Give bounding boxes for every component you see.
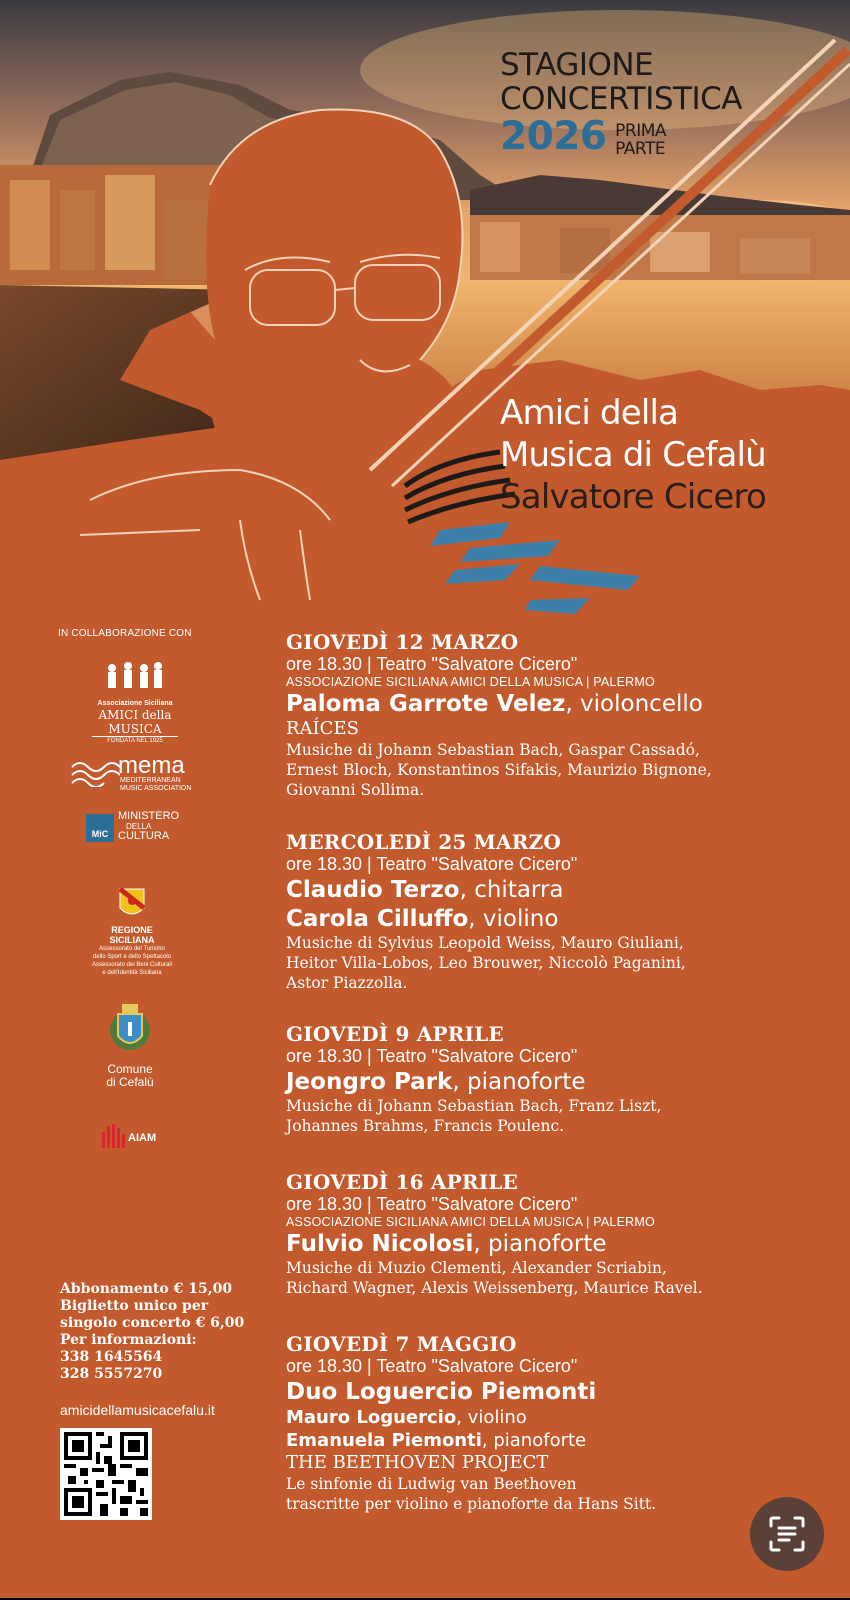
event-artist: Fulvio Nicolosi	[286, 1231, 474, 1257]
event-ensemble: Duo Loguercio Piemonti	[286, 1379, 597, 1405]
org-line-2: Musica di Cefalù	[500, 435, 766, 475]
event-date: GIOVEDÌ 12 MARZO	[286, 630, 519, 654]
mic-badge: MiC	[86, 814, 114, 842]
scan-text-icon	[767, 1514, 807, 1554]
aiam-logo	[100, 1120, 170, 1156]
organization-name	[500, 392, 766, 518]
event-artist-line-2	[286, 904, 806, 933]
event-artist-line-1	[286, 1406, 806, 1429]
event-instrument: , pianoforte	[473, 1231, 607, 1257]
comune-crest-icon	[108, 1000, 152, 1058]
season-year: 2026	[500, 114, 607, 159]
event-program-1: Musiche di Johann Sebastian Bach, Franz Liszt,	[286, 1097, 662, 1115]
event-artist-1: Mauro Loguercio	[286, 1407, 457, 1428]
event-item	[286, 1022, 806, 1136]
event-program-2: Ernest Bloch, Konstantinos Sifakis, Maurizio Bignone,	[286, 761, 712, 779]
event-program-2: Richard Wagner, Alexis Weissenberg, Maurice Ravel.	[286, 1279, 703, 1297]
event-venue: ore 18.30 | Teatro "Salvatore Cicero"	[286, 1046, 578, 1066]
event-program-1: Le sinfonie di Ludwig van Beethoven	[286, 1475, 577, 1493]
event-association: ASSOCIAZIONE SICILIANA AMICI DELLA MUSICA | PALERMO	[286, 675, 655, 689]
season-title	[500, 48, 742, 158]
event-date: MERCOLEDÌ 25 MARZO	[286, 830, 562, 854]
regione-siciliana-logo	[72, 888, 192, 977]
event-artist: Paloma Garrote Velez	[286, 691, 566, 717]
event-program-1: Musiche di Sylvius Leopold Weiss, Mauro Giuliani,	[286, 934, 684, 952]
ticket-line-2: Biglietto unico per	[60, 1298, 209, 1314]
event-artist-line	[286, 689, 806, 718]
event-artist-2: Carola Cilluffo	[286, 906, 469, 932]
musicians-icon	[100, 660, 170, 694]
mema-name: mema	[118, 752, 185, 779]
mic-line-1: MINISTERO	[118, 810, 180, 822]
event-instrument-2: , violino	[468, 906, 559, 932]
regione-line-6: e dell'Identità Siciliana	[102, 970, 162, 976]
ticket-info	[60, 1281, 260, 1383]
website-link[interactable]: amicidellamusicacefalu.it	[60, 1402, 215, 1418]
event-artist-line-1	[286, 875, 806, 904]
comune-line-1: Comune	[107, 1062, 153, 1076]
regione-line-2: SICILIANA	[109, 935, 155, 945]
event-item	[286, 1170, 806, 1298]
mic-line-3: CULTURA	[118, 830, 170, 842]
event-date: GIOVEDÌ 9 APRILE	[286, 1022, 504, 1046]
mema-logo	[70, 752, 200, 795]
event-artist-line	[286, 1229, 806, 1258]
event-artist-1: Claudio Terzo	[286, 877, 460, 903]
mema-sub-2: MUSIC ASSOCIATION	[120, 785, 192, 792]
event-instrument-1: , chitarra	[459, 877, 564, 903]
event-program-2: Johannes Brahms, Francis Poulenc.	[286, 1117, 565, 1135]
mema-sub-1: MEDITERRANEAN	[120, 777, 181, 784]
phone-2[interactable]: 328 5557270	[60, 1366, 163, 1382]
aiam-bars-icon	[100, 1122, 128, 1150]
assoc-line-3: FONDATA NEL 1925	[92, 736, 178, 745]
ticket-line-1: Abbonamento € 15,00	[60, 1281, 233, 1297]
wave-icon	[70, 757, 120, 787]
regione-line-1: REGIONE	[111, 925, 153, 935]
qr-code-icon	[64, 1432, 148, 1516]
org-line-1: Amici della	[500, 393, 679, 433]
scan-text-button[interactable]	[750, 1497, 824, 1571]
event-association: ASSOCIAZIONE SICILIANA AMICI DELLA MUSICA | PALERMO	[286, 1215, 655, 1229]
amici-musica-logo	[70, 660, 200, 745]
event-instrument-1: , violino	[456, 1407, 527, 1428]
qr-code[interactable]	[60, 1428, 152, 1520]
event-program-1: Musiche di Johann Sebastian Bach, Gaspar Cassadó,	[286, 741, 700, 759]
event-program-1: Musiche di Muzio Clementi, Alexander Scriabin,	[286, 1259, 667, 1277]
ticket-line-3: singolo concerto € 6,00	[60, 1315, 245, 1331]
season-part-line-1: PRIMA	[615, 121, 667, 141]
event-date: GIOVEDÌ 16 APRILE	[286, 1170, 518, 1194]
event-artist: Jeongro Park	[286, 1069, 453, 1095]
event-program-3: Astor Piazzolla.	[286, 974, 408, 992]
event-subtitle: THE BEETHOVEN PROJECT	[286, 1452, 549, 1473]
event-item	[286, 630, 806, 800]
event-program-2: trascritte per violino e pianoforte da Hans Sitt.	[286, 1495, 657, 1513]
event-venue: ore 18.30 | Teatro "Salvatore Cicero"	[286, 1356, 578, 1376]
event-artist-line-2	[286, 1429, 806, 1452]
event-program-3: Giovanni Sollima.	[286, 781, 425, 799]
event-venue: ore 18.30 | Teatro "Salvatore Cicero"	[286, 1194, 578, 1214]
assoc-line-1: Associazione Siciliana	[97, 700, 173, 707]
event-subtitle: RAÍCES	[286, 718, 359, 739]
event-instrument: , violoncello	[565, 691, 703, 717]
regione-line-4: dello Sport e dello Spettacolo	[92, 954, 172, 960]
season-part	[615, 122, 666, 158]
mic-line-2: DELLA	[126, 822, 152, 831]
season-line-1: STAGIONE	[500, 47, 654, 83]
regione-line-3: Assessorato del Turismo	[99, 946, 165, 952]
event-venue: ore 18.30 | Teatro "Salvatore Cicero"	[286, 654, 578, 674]
regione-shield-icon	[119, 888, 145, 920]
event-item	[286, 830, 806, 993]
collaboration-section	[58, 628, 258, 639]
season-line-2: CONCERTISTICA	[500, 81, 742, 117]
event-instrument-2: , pianoforte	[481, 1430, 587, 1451]
comune-line-2: di Cefalù	[106, 1075, 154, 1089]
ticket-line-4: Per informazioni:	[60, 1332, 197, 1348]
phone-1[interactable]: 338 1645564	[60, 1349, 163, 1365]
event-instrument: , pianoforte	[452, 1069, 586, 1095]
event-program-2: Heitor Villa-Lobos, Leo Brouwer, Niccolò Paganini,	[286, 954, 686, 972]
aiam-name: AIAM	[128, 1132, 157, 1144]
ministero-cultura-logo	[86, 810, 196, 850]
event-artist-2: Emanuela Piemonti	[286, 1430, 482, 1451]
event-venue: ore 18.30 | Teatro "Salvatore Cicero"	[286, 854, 578, 874]
season-part-line-2: PARTE	[615, 139, 666, 159]
event-item	[286, 1332, 806, 1514]
collaboration-label: IN COLLABORAZIONE CON	[58, 628, 192, 639]
event-artist-line	[286, 1067, 806, 1096]
comune-cefalu-logo	[90, 1000, 170, 1089]
regione-line-5: Assessorato dei Beni Culturali	[91, 962, 173, 968]
assoc-line-2: AMICI della MUSICA	[98, 708, 172, 736]
org-line-3: Salvatore Cicero	[500, 477, 766, 517]
event-ensemble-line	[286, 1377, 806, 1406]
event-date: GIOVEDÌ 7 MAGGIO	[286, 1332, 517, 1356]
